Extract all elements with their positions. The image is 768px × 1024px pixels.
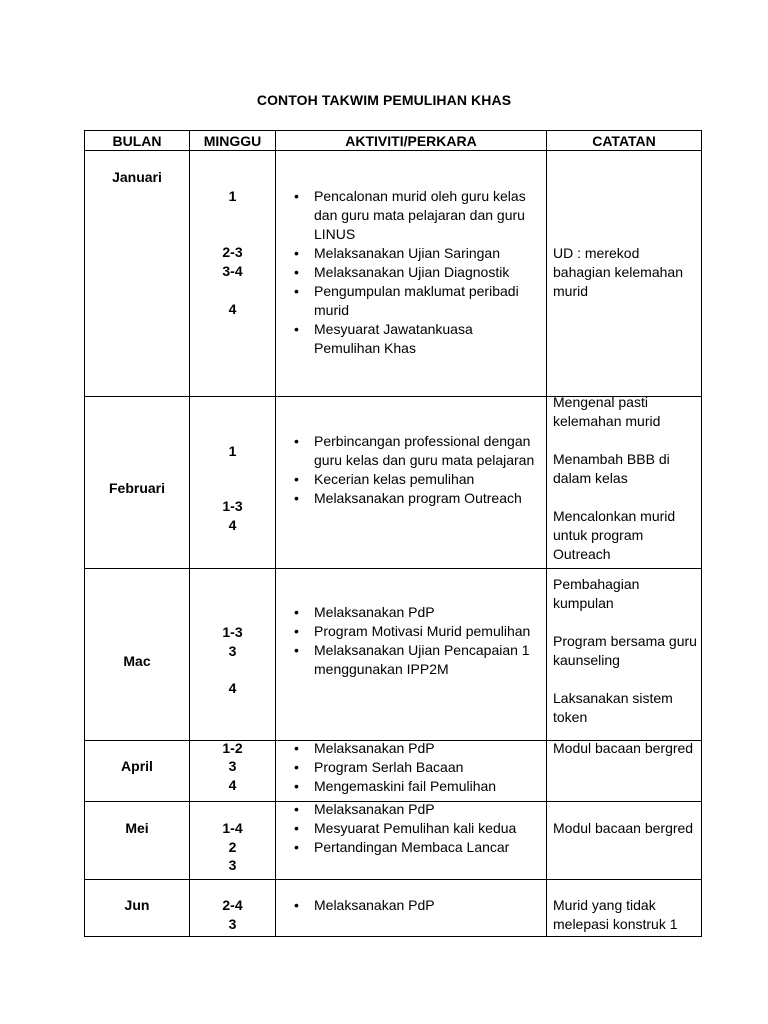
aktiviti-list — [276, 432, 540, 508]
list-item: • Melaksanakan Ujian Diagnostik — [276, 263, 540, 282]
minggu-value: 3 — [228, 643, 237, 659]
aktiviti-list — [276, 187, 540, 358]
cell-catatan — [547, 802, 702, 880]
list-item: • Melaksanakan PdP — [276, 603, 540, 622]
cell-aktiviti — [276, 741, 547, 802]
catatan-notes — [553, 739, 697, 758]
minggu-value: 1-3 — [222, 624, 243, 640]
minggu-value: 1-2 — [222, 740, 243, 756]
list-item: • Perbincangan professional dengan guru kelas dan guru mata pelajaran — [276, 432, 540, 470]
bulan-label: Jun — [124, 897, 150, 913]
list-item: • Melaksanakan Ujian Saringan — [276, 244, 540, 263]
cell-minggu — [190, 880, 276, 937]
catatan-text: Modul bacaan bergred — [553, 740, 694, 756]
cell-catatan — [547, 151, 702, 397]
list-item: • Pengumpulan maklumat peribadi murid — [276, 282, 540, 320]
list-item: • Kecerian kelas pemulihan — [276, 470, 540, 489]
catatan-text: Mengenal pasti kelemahan murid — [553, 394, 661, 429]
cell-bulan — [85, 397, 190, 569]
cell-minggu — [190, 151, 276, 397]
cell-bulan — [85, 880, 190, 937]
bulan-label: Mei — [125, 820, 149, 836]
header-catatan: CATATAN — [547, 131, 702, 151]
minggu-value: 2-3 — [222, 244, 243, 260]
table-row — [85, 802, 702, 880]
minggu-value: 1 — [228, 443, 237, 459]
cell-aktiviti — [276, 397, 547, 569]
cell-catatan — [547, 741, 702, 802]
aktiviti-list — [276, 896, 540, 915]
page-title: CONTOH TAKWIM PEMULIHAN KHAS — [256, 92, 512, 108]
minggu-value: 1-4 — [222, 820, 243, 836]
minggu-value: 3 — [228, 857, 237, 873]
cell-minggu — [190, 802, 276, 880]
cell-minggu — [190, 397, 276, 569]
table-row — [85, 397, 702, 569]
header-minggu: MINGGU — [190, 131, 276, 151]
catatan-text: Murid yang tidak melepasi konstruk 1 — [553, 897, 678, 932]
catatan-text: Modul bacaan bergred — [553, 820, 694, 836]
list-item: • Melaksanakan PdP — [276, 896, 540, 915]
bulan-label: April — [121, 758, 153, 774]
takwim-table — [84, 130, 702, 937]
cell-bulan — [85, 802, 190, 880]
cell-catatan — [547, 569, 702, 741]
cell-aktiviti — [276, 151, 547, 397]
header-aktiviti: AKTIVITI/PERKARA — [276, 131, 547, 151]
aktiviti-list — [276, 603, 540, 679]
catatan-text: Program bersama guru kaunseling — [553, 633, 697, 668]
cell-catatan — [547, 394, 702, 569]
list-item: • Program Motivasi Murid pemulihan — [276, 622, 540, 641]
table-row — [85, 741, 702, 802]
cell-catatan — [547, 880, 702, 937]
minggu-value: 3-4 — [222, 263, 243, 279]
bulan-label: Februari — [108, 480, 165, 496]
list-item: • Pencalonan murid oleh guru kelas dan guru mata pelajaran dan guru LINUS — [276, 187, 540, 244]
catatan-notes — [553, 393, 697, 564]
list-item: • Pertandingan Membaca Lancar — [276, 838, 540, 857]
minggu-value: 2-4 — [222, 897, 243, 913]
minggu-value: 4 — [228, 301, 237, 317]
list-item: • Melaksanakan Ujian Pencapaian 1 menggunakan IPP2M — [276, 641, 540, 679]
catatan-text: Mencalonkan murid untuk program Outreach — [553, 508, 676, 562]
table-row — [85, 151, 702, 397]
bulan-label: Mac — [123, 653, 151, 669]
catatan-notes — [553, 244, 697, 301]
list-item: • Melaksanakan program Outreach — [276, 489, 540, 508]
minggu-value: 2 — [228, 839, 237, 855]
list-item: • Melaksanakan PdP — [276, 800, 540, 819]
table-row — [85, 880, 702, 937]
catatan-text: Laksanakan sistem token — [553, 690, 673, 725]
header-row — [85, 131, 702, 151]
cell-aktiviti — [276, 569, 547, 741]
cell-bulan — [85, 741, 190, 802]
catatan-notes — [553, 896, 697, 934]
catatan-text: UD : merekod bahagian kelemahan murid — [553, 245, 683, 299]
list-item: • Mesyuarat Jawatankuasa Pemulihan Khas — [276, 320, 540, 358]
list-item: • Melaksanakan PdP — [276, 739, 540, 758]
bulan-label: Januari — [112, 169, 162, 185]
cell-aktiviti — [276, 880, 547, 937]
minggu-value: 4 — [228, 517, 237, 533]
catatan-notes — [553, 819, 697, 838]
cell-bulan — [85, 569, 190, 741]
minggu-value: 1 — [228, 188, 237, 204]
minggu-value: 4 — [228, 777, 237, 793]
cell-minggu — [190, 741, 276, 802]
catatan-text: Pembahagian kumpulan — [553, 576, 640, 611]
catatan-text: Menambah BBB di dalam kelas — [553, 451, 670, 486]
catatan-notes — [553, 575, 697, 727]
cell-minggu — [190, 569, 276, 741]
header-bulan: BULAN — [85, 131, 190, 151]
cell-bulan — [85, 151, 190, 397]
list-item: • Program Serlah Bacaan — [276, 758, 540, 777]
minggu-value: 1-3 — [222, 498, 243, 514]
aktiviti-list — [276, 800, 540, 857]
minggu-value: 4 — [228, 680, 237, 696]
list-item: • Mengemaskini fail Pemulihan — [276, 777, 540, 796]
cell-aktiviti — [276, 802, 547, 880]
aktiviti-list — [276, 739, 540, 796]
table-row — [85, 569, 702, 741]
minggu-value: 3 — [228, 916, 237, 932]
minggu-value: 3 — [228, 758, 237, 774]
list-item: • Mesyuarat Pemulihan kali kedua — [276, 819, 540, 838]
